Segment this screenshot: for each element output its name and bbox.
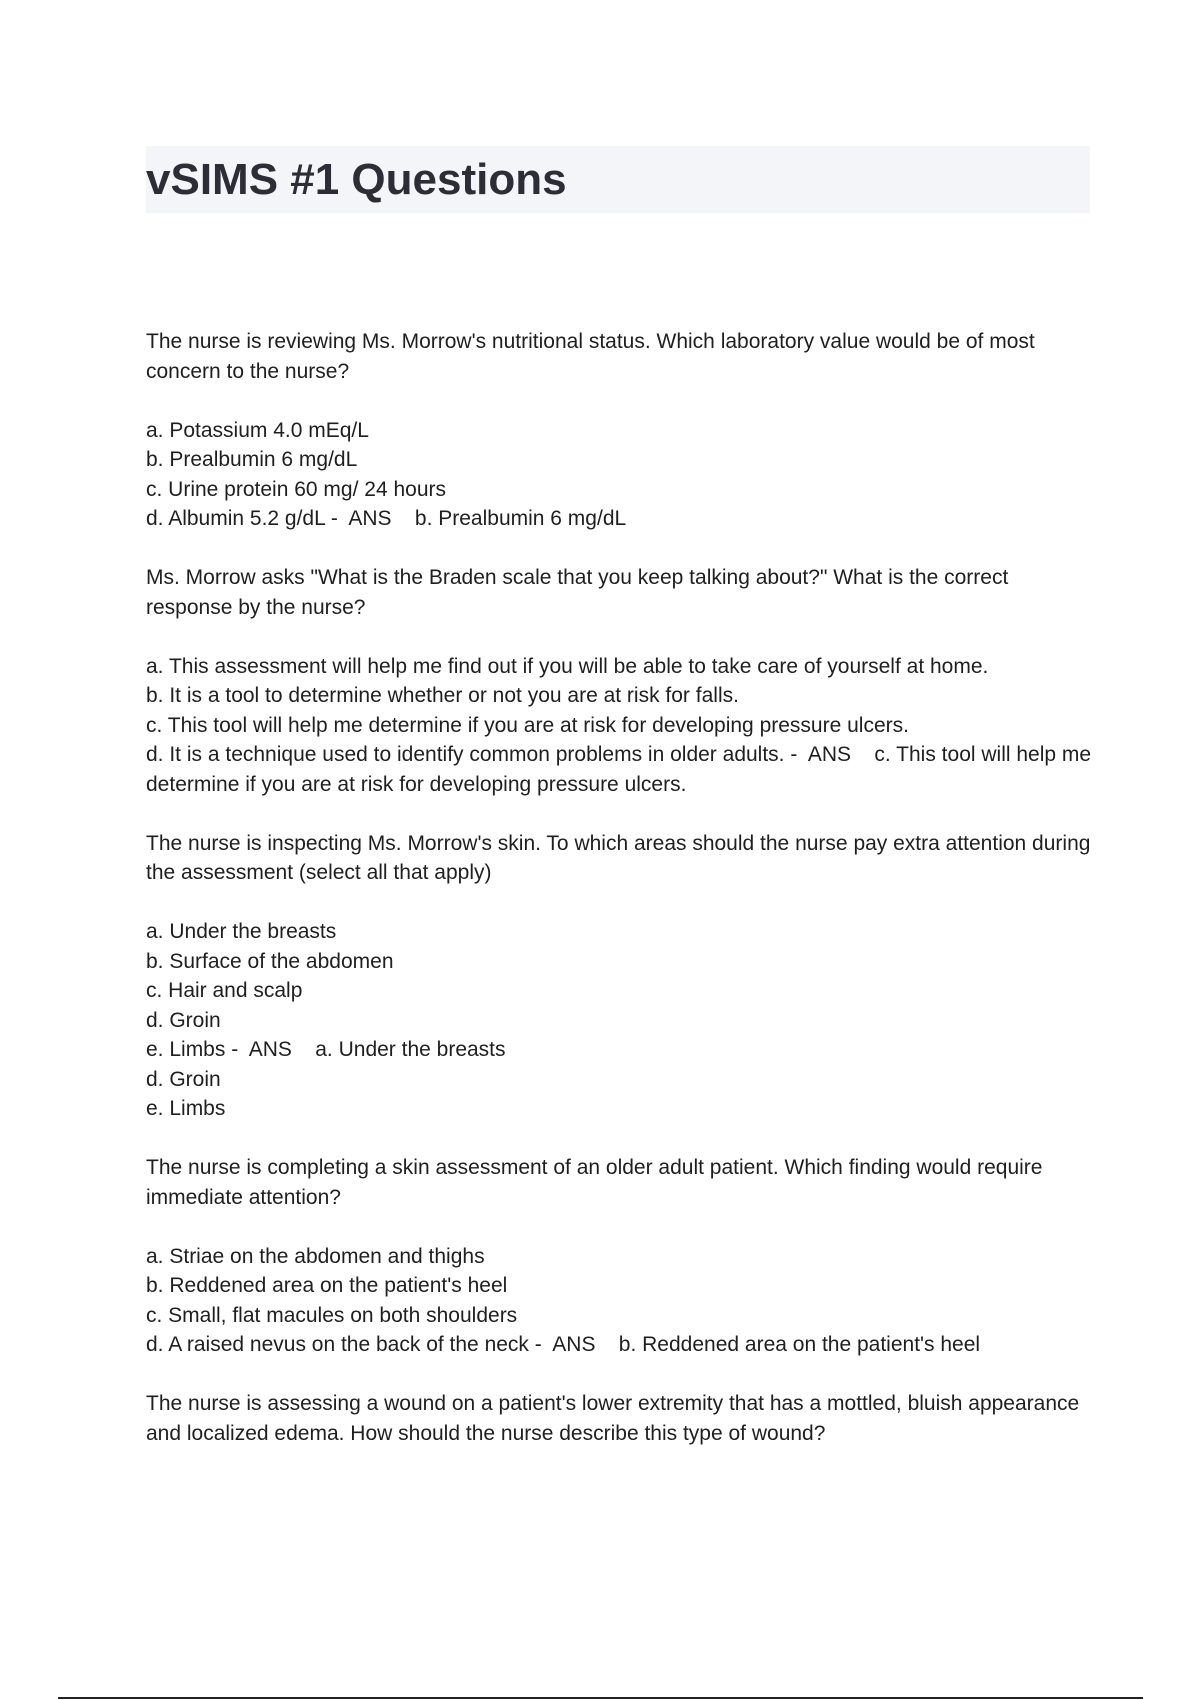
option-list [146,917,1096,1124]
option-item: e. Limbs [146,1038,226,1061]
option-item: d. Albumin 5.2 g/dL [146,507,326,530]
option-item: c. Small, flat macules on both shoulders [146,1303,518,1327]
option-item: d. It is a technique used to identify common problems in older adults. [146,743,785,766]
answer-text: e. Limbs [146,1097,226,1120]
answer-label: ANS [807,743,852,766]
option-item: c. Hair and scalp [146,979,303,1002]
document-title: vSIMS #1 Questions [146,155,567,204]
last-option-with-answer: d. A raised nevus on the back of the neck - ANS b. Reddened area on the patient's heel [146,1333,981,1356]
answer-label: ANS [552,1333,596,1356]
question-text: The nurse is assessing a wound on a patient's lower extremity that has a mottled, bluish appearance and localized edema. How should the nurse describe this type of wound? [146,1392,1086,1445]
last-option-with-answer: e. Limbs - ANS a. Under the breasts [146,1038,506,1061]
option-item: a. Under the breasts [146,920,337,943]
option-item: a. Potassium 4.0 mEq/L [146,418,369,442]
answer-text: b. Reddened area on the patient's heel [618,1333,981,1356]
question-text: The nurse is inspecting Ms. Morrow's skin. To which areas should the nurse pay extra attention during the assessment (select all that apply) [146,831,1097,884]
answer-text: c. This tool will help me determine if you are at risk for developing pressure ulcers. [146,743,1097,796]
option-item: b. Surface of the abdomen [146,949,394,973]
question-block [146,829,1096,1124]
answer-text: a. Under the breasts [315,1038,506,1061]
option-item: a. Striae on the abdomen and thighs [146,1244,485,1268]
option-item: a. This assessment will help me find out if you will be able to take care of yourself at home. [146,654,989,678]
question-text: The nurse is reviewing Ms. Morrow's nutritional status. Which laboratory value would be of most concern to the nurse? [146,330,1041,383]
question-list [146,327,1096,1478]
option-list [146,652,1096,800]
answer-label: ANS [348,507,392,530]
answer-label: ANS [248,1038,292,1061]
question-block [146,1153,1096,1360]
option-item: b. Reddened area on the patient's heel [146,1274,508,1297]
answer-text: d. Groin [146,1067,221,1091]
option-item: c. This tool will help me determine if you are at risk for developing pressure ulcers. [146,713,909,737]
question-block [146,327,1096,534]
option-item: c. Urine protein 60 mg/ 24 hours [146,477,446,501]
title-banner [146,146,1090,213]
question-block [146,1389,1096,1448]
option-list [146,1242,1096,1360]
answer-text: b. Prealbumin 6 mg/dL [414,507,627,530]
option-item: d. Groin [146,1008,221,1032]
footer-divider [58,1697,1143,1699]
option-item: b. It is a tool to determine whether or not you are at risk for falls. [146,684,739,707]
option-item: d. A raised nevus on the back of the neck [146,1333,529,1356]
option-list [146,416,1096,534]
question-text: The nurse is completing a skin assessment of an older adult patient. Which finding would require immediate attention? [146,1156,1049,1209]
question-text: Ms. Morrow asks "What is the Braden scale that you keep talking about?" What is the correct response by the nurse? [146,566,1015,619]
option-item: b. Prealbumin 6 mg/dL [146,448,358,471]
question-block [146,563,1096,799]
last-option-with-answer: d. It is a technique used to identify common problems in older adults. - ANS c. This tool will help me determine if you are at risk for developing pressure ulcers. [146,743,1097,796]
last-option-with-answer: d. Albumin 5.2 g/dL - ANS b. Prealbumin 6 mg/dL [146,507,627,530]
